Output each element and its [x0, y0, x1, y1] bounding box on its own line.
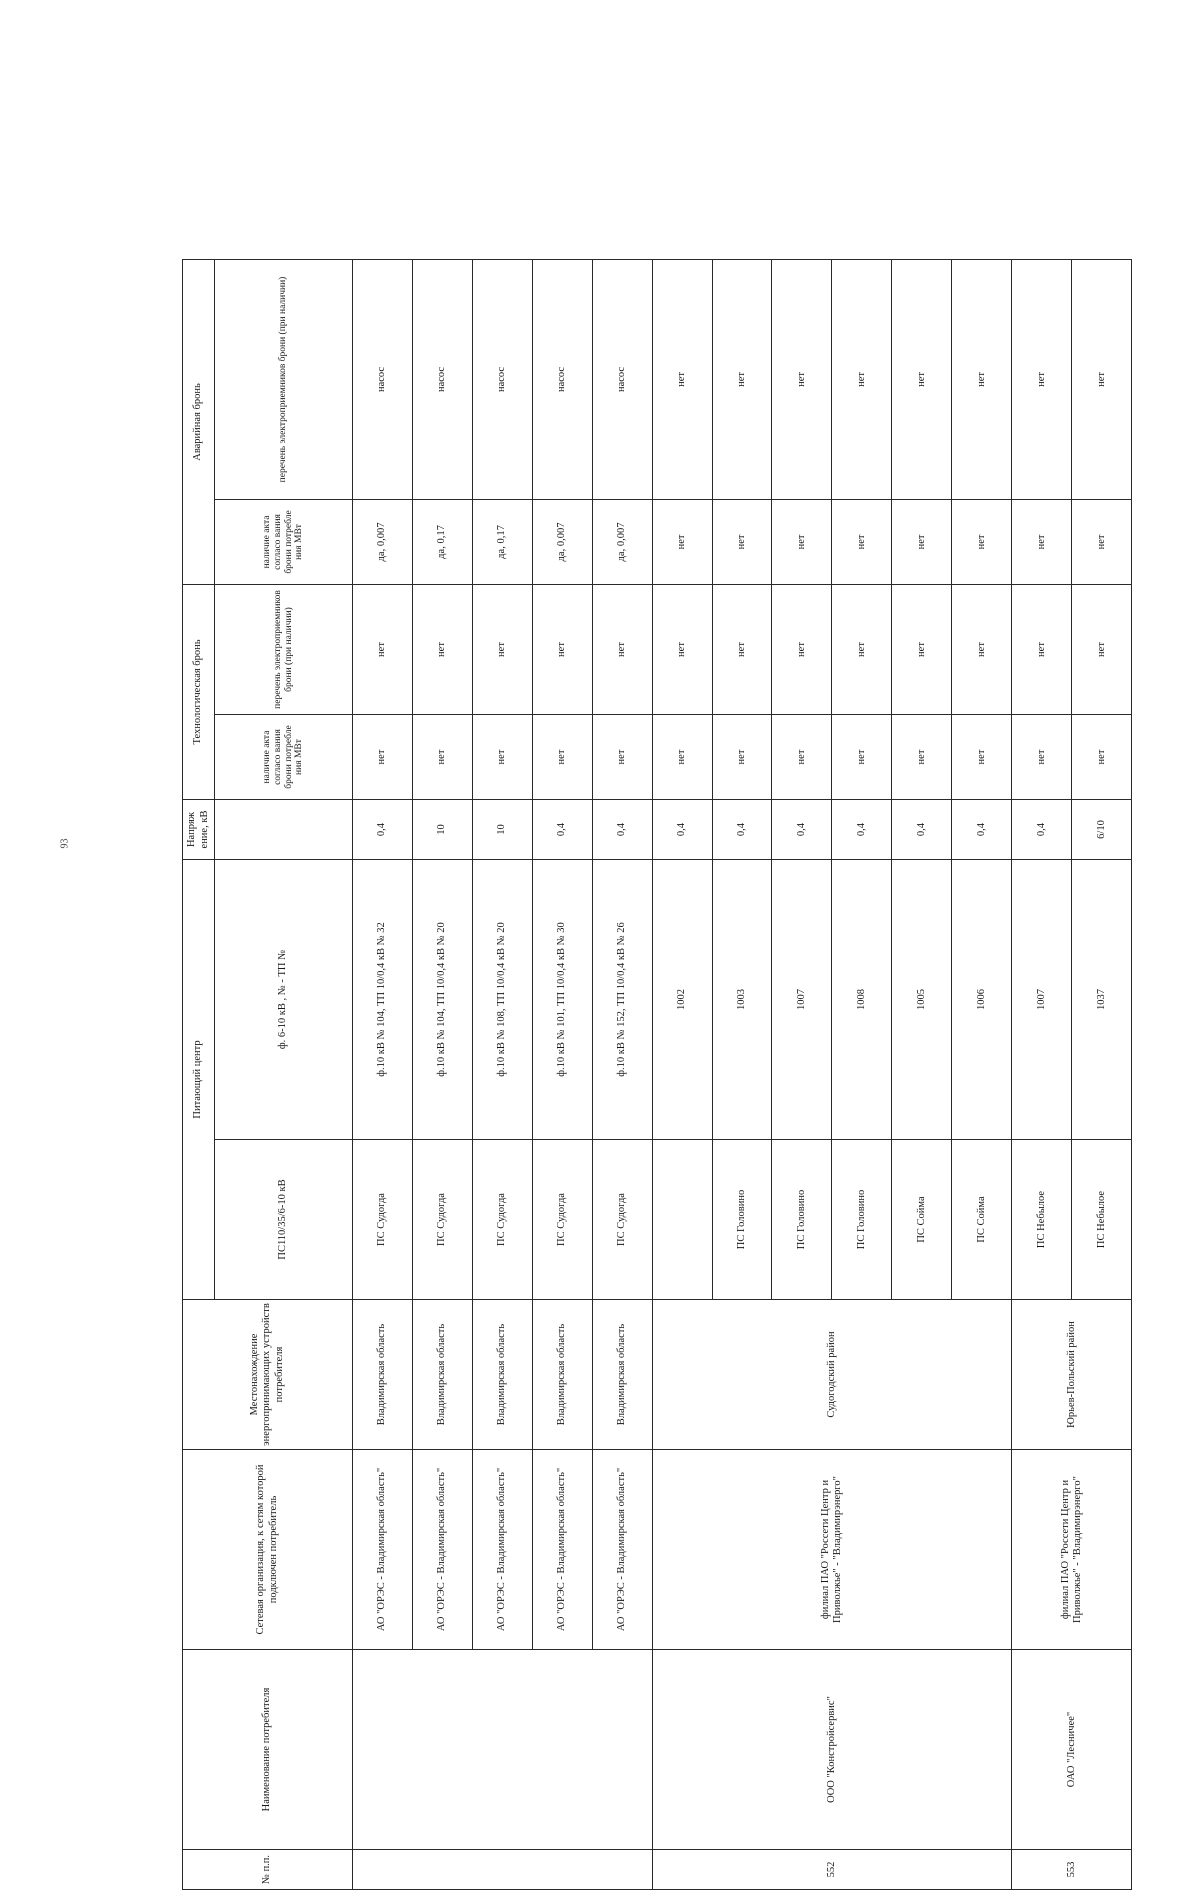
voltage-cell: 0,4: [592, 800, 652, 860]
em-list-cell: нет: [952, 259, 1012, 499]
location-cell: Владимирская область: [592, 1300, 652, 1450]
feeder-cell: ф.10 кВ № 152, ТП 10/0,4 кВ № 26: [592, 860, 652, 1140]
em-list-cell: нет: [832, 259, 892, 499]
em-list-cell: насос: [592, 259, 652, 499]
num-cell: 553: [1012, 1850, 1132, 1890]
em-act-cell: нет: [1012, 499, 1072, 584]
table-row: [412, 259, 472, 1889]
reserve-table: [182, 259, 1132, 1890]
substation-cell: ПС Судогда: [532, 1140, 592, 1300]
table-row: [592, 259, 652, 1889]
substation-cell: ПС Судогда: [592, 1140, 652, 1300]
feeder-cell: 1008: [832, 860, 892, 1140]
tech-list-cell: нет: [892, 584, 952, 714]
tech-list-cell: нет: [472, 584, 532, 714]
tech-act-cell: нет: [652, 715, 712, 800]
location-cell: Судогодский район: [652, 1300, 1012, 1450]
voltage-cell: 0,4: [952, 800, 1012, 860]
em-act-cell: нет: [892, 499, 952, 584]
em-act-cell: нет: [952, 499, 1012, 584]
tech-act-cell: нет: [532, 715, 592, 800]
tech-act-cell: нет: [592, 715, 652, 800]
num-cell: [353, 1850, 413, 1890]
page-number: 93: [59, 838, 71, 849]
consumer-cell: [532, 1650, 592, 1850]
tech-act-cell: нет: [832, 715, 892, 800]
voltage-cell: 0,4: [532, 800, 592, 860]
location-cell: Владимирская область: [412, 1300, 472, 1450]
em-list-cell: нет: [772, 259, 832, 499]
em-list-cell: нет: [892, 259, 952, 499]
feeder-cell: ф.10 кВ № 104, ТП 10/0,4 кВ № 20: [412, 860, 472, 1140]
voltage-cell: 10: [472, 800, 532, 860]
substation-cell: ПС Судогда: [353, 1140, 413, 1300]
tech-act-cell: нет: [353, 715, 413, 800]
em-act-cell: нет: [712, 499, 772, 584]
header-substation: ПС110/35/6-10 кВ: [215, 1140, 353, 1300]
voltage-cell: 6/10: [1072, 800, 1132, 860]
network-cell: филиал ПАО "Россети Центр и Приволжье" - "Владимирэнерго": [1012, 1450, 1132, 1650]
substation-cell: ПС Судогда: [472, 1140, 532, 1300]
tech-list-cell: нет: [952, 584, 1012, 714]
feeder-cell: 1007: [1012, 860, 1072, 1140]
tech-list-cell: нет: [412, 584, 472, 714]
voltage-cell: 10: [412, 800, 472, 860]
feeder-cell: 1037: [1072, 860, 1132, 1140]
table-row: [1012, 259, 1072, 1889]
header-emergency-reserve: Аварийная бронь: [183, 259, 215, 584]
num-cell: [412, 1850, 472, 1890]
location-cell: Юрьев-Польский район: [1012, 1300, 1132, 1450]
table-row: [353, 259, 413, 1889]
consumer-cell: [353, 1650, 413, 1850]
tech-list-cell: нет: [652, 584, 712, 714]
network-cell: АО "ОРЭС - Владимирская область": [353, 1450, 413, 1650]
substation-cell: ПС Сойма: [892, 1140, 952, 1300]
em-act-cell: нет: [832, 499, 892, 584]
substation-cell: ПС Головино: [772, 1140, 832, 1300]
header-voltage: Напряж ение, кВ: [183, 800, 215, 860]
tech-list-cell: нет: [1012, 584, 1072, 714]
consumer-cell: [412, 1650, 472, 1850]
header-num: № п.п.: [183, 1850, 353, 1890]
voltage-cell: 0,4: [353, 800, 413, 860]
tech-list-cell: нет: [532, 584, 592, 714]
feeder-cell: 1006: [952, 860, 1012, 1140]
em-list-cell: насос: [472, 259, 532, 499]
table-row: [532, 259, 592, 1889]
voltage-cell: 0,4: [772, 800, 832, 860]
header-row-top: [183, 259, 215, 1889]
header-tech-reserve: Технологическая бронь: [183, 584, 215, 799]
feeder-cell: ф.10 кВ № 108, ТП 10/0,4 кВ № 20: [472, 860, 532, 1140]
feeder-cell: 1002: [652, 860, 712, 1140]
em-act-cell: нет: [1072, 499, 1132, 584]
substation-cell: ПС Небылое: [1012, 1140, 1072, 1300]
feeder-cell: 1003: [712, 860, 772, 1140]
tech-list-cell: нет: [592, 584, 652, 714]
voltage-cell: 0,4: [1012, 800, 1072, 860]
header-voltage-blank: [215, 800, 353, 860]
consumer-cell: [472, 1650, 532, 1850]
voltage-cell: 0,4: [712, 800, 772, 860]
tech-act-cell: нет: [412, 715, 472, 800]
tech-list-cell: нет: [353, 584, 413, 714]
feeder-cell: 1007: [772, 860, 832, 1140]
num-cell: [592, 1850, 652, 1890]
rotated-table-wrapper: [182, 260, 1132, 1890]
feeder-cell: 1005: [892, 860, 952, 1140]
em-act-cell: нет: [652, 499, 712, 584]
network-cell: филиал ПАО "Россети Центр и Приволжье" - "Владимирэнерго": [652, 1450, 1012, 1650]
em-list-cell: нет: [652, 259, 712, 499]
table-row: [652, 259, 712, 1889]
network-cell: АО "ОРЭС - Владимирская область": [472, 1450, 532, 1650]
consumer-cell: [592, 1650, 652, 1850]
location-cell: Владимирская область: [472, 1300, 532, 1450]
network-cell: АО "ОРЭС - Владимирская область": [592, 1450, 652, 1650]
em-act-cell: да, 0,007: [532, 499, 592, 584]
header-em-list: перечень электроприемников брони (при наличии): [215, 259, 353, 499]
substation-cell: ПС Сойма: [952, 1140, 1012, 1300]
network-cell: АО "ОРЭС - Владимирская область": [412, 1450, 472, 1650]
tech-act-cell: нет: [772, 715, 832, 800]
consumer-cell: ООО "Констройсервис": [652, 1650, 1012, 1850]
em-act-cell: нет: [772, 499, 832, 584]
tech-act-cell: нет: [712, 715, 772, 800]
header-feeder: ф. 6-10 кВ , № - ТП №: [215, 860, 353, 1140]
location-cell: Владимирская область: [353, 1300, 413, 1450]
feeder-cell: ф.10 кВ № 101, ТП 10/0,4 кВ № 30: [532, 860, 592, 1140]
em-list-cell: насос: [532, 259, 592, 499]
network-cell: АО "ОРЭС - Владимирская область": [532, 1450, 592, 1650]
tech-list-cell: нет: [832, 584, 892, 714]
table-row: [472, 259, 532, 1889]
header-tech-list: перечень электроприемников брони (при наличии): [215, 584, 353, 714]
tech-list-cell: нет: [772, 584, 832, 714]
tech-list-cell: нет: [712, 584, 772, 714]
tech-list-cell: нет: [1072, 584, 1132, 714]
em-list-cell: нет: [1012, 259, 1072, 499]
header-tech-act: наличие акта согласо вания брони потребле ния МВт: [215, 715, 353, 800]
substation-cell: ПС Головино: [712, 1140, 772, 1300]
em-act-cell: да, 0,17: [412, 499, 472, 584]
substation-cell: ПС Головино: [832, 1140, 892, 1300]
em-act-cell: да, 0,17: [472, 499, 532, 584]
feeder-cell: ф.10 кВ № 104, ТП 10/0,4 кВ № 32: [353, 860, 413, 1140]
tech-act-cell: нет: [892, 715, 952, 800]
substation-cell: [652, 1140, 712, 1300]
num-cell: 552: [652, 1850, 1012, 1890]
header-power-center: Питающий центр: [183, 860, 215, 1300]
em-list-cell: нет: [712, 259, 772, 499]
substation-cell: ПС Судогда: [412, 1140, 472, 1300]
tech-act-cell: нет: [952, 715, 1012, 800]
header-network: Сетевая организация, к сетям которой подключен потребитель: [183, 1450, 353, 1650]
substation-cell: ПС Небылое: [1072, 1140, 1132, 1300]
header-location: Местонахождение энергопринимающих устройств потребителя: [183, 1300, 353, 1450]
em-list-cell: нет: [1072, 259, 1132, 499]
em-act-cell: да, 0,007: [592, 499, 652, 584]
voltage-cell: 0,4: [832, 800, 892, 860]
header-consumer: Наименование потребителя: [183, 1650, 353, 1850]
voltage-cell: 0,4: [892, 800, 952, 860]
em-act-cell: да, 0,007: [353, 499, 413, 584]
consumer-cell: ОАО "Лесничее": [1012, 1650, 1132, 1850]
voltage-cell: 0,4: [652, 800, 712, 860]
header-em-act: наличие акта согласо вания брони потребле ния МВт: [215, 499, 353, 584]
num-cell: [532, 1850, 592, 1890]
tech-act-cell: нет: [1012, 715, 1072, 800]
tech-act-cell: нет: [1072, 715, 1132, 800]
location-cell: Владимирская область: [532, 1300, 592, 1450]
num-cell: [472, 1850, 532, 1890]
em-list-cell: насос: [412, 259, 472, 499]
em-list-cell: насос: [353, 259, 413, 499]
tech-act-cell: нет: [472, 715, 532, 800]
